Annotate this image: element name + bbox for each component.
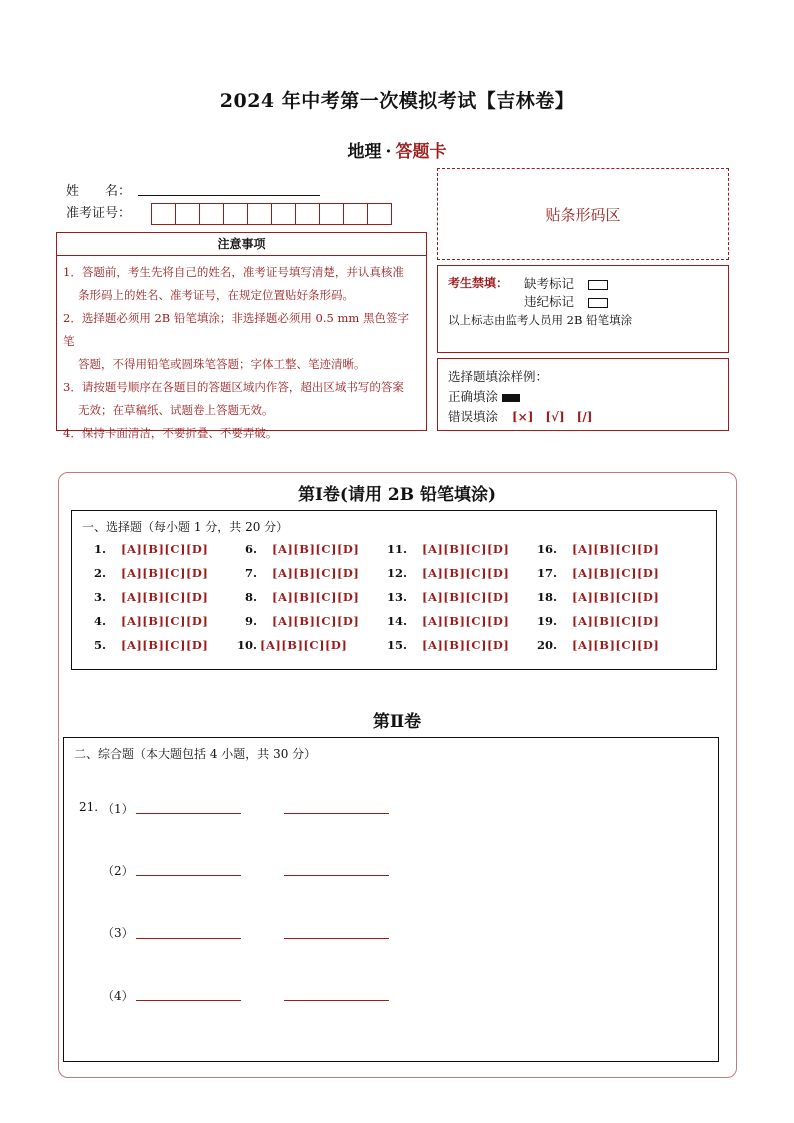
answer-options[interactable]: [A][B][C][D] bbox=[121, 590, 209, 604]
answer-options[interactable]: [A][B][C][D] bbox=[572, 614, 660, 628]
title-dot: · bbox=[385, 142, 392, 162]
notice-line: 条形码上的姓名、准考证号，在规定位置贴好条形码。 bbox=[78, 288, 354, 302]
barcode-area bbox=[437, 168, 729, 260]
question-number: 17. bbox=[536, 566, 557, 580]
notice-heading: 注意事项 bbox=[57, 233, 426, 256]
name-label: 姓 名： bbox=[66, 184, 132, 199]
question-number: 16. bbox=[536, 542, 557, 556]
answer-options[interactable]: [A][B][C][D] bbox=[422, 542, 510, 556]
notice-box bbox=[56, 232, 427, 440]
part1-title: 第Ⅰ卷(请用 2B 铅笔填涂) bbox=[297, 485, 497, 505]
question-number: 15. bbox=[386, 638, 407, 652]
subject-name: 地理 bbox=[347, 142, 382, 162]
question-number: 9. bbox=[244, 614, 257, 628]
answer-line[interactable] bbox=[284, 813, 389, 814]
notice-line: 3．请按题号顺序在各题目的答题区域内作答，超出区域书写的答案 bbox=[63, 380, 404, 394]
question-number: 6. bbox=[244, 542, 257, 556]
comprehensive-frame bbox=[63, 737, 719, 1062]
absent-mark-row bbox=[524, 274, 608, 292]
question-number: 10. bbox=[236, 638, 257, 652]
wrong-fill-row bbox=[448, 407, 592, 425]
subject-title bbox=[0, 137, 794, 162]
question-number: 20. bbox=[536, 638, 557, 652]
answer-options[interactable]: [A][B][C][D] bbox=[572, 566, 660, 580]
answer-options[interactable]: [A][B][C][D] bbox=[272, 542, 360, 556]
q21-number: 21. bbox=[79, 800, 99, 814]
answer-options[interactable]: [A][B][C][D] bbox=[272, 590, 360, 604]
id-digit-box[interactable] bbox=[319, 203, 344, 225]
q21-sub-3-label: （3） bbox=[102, 926, 134, 940]
violation-mark-label: 违纪标记 bbox=[524, 294, 575, 309]
question-number: 13. bbox=[386, 590, 407, 604]
answer-options[interactable]: [A][B][C][D] bbox=[272, 614, 360, 628]
exam-id-label: 准考证号： bbox=[66, 206, 132, 221]
notice-line: 答题，不得用铅笔或圆珠笔答题；字体工整、笔迹清晰。 bbox=[78, 357, 366, 371]
forbidden-note: 以上标志由监考人员用 2B 铅笔填涂 bbox=[448, 313, 633, 327]
question-number: 11. bbox=[386, 542, 407, 556]
forbidden-label: 考生禁填： bbox=[448, 276, 509, 290]
id-digit-box[interactable] bbox=[175, 203, 200, 225]
answer-options[interactable]: [A][B][C][D] bbox=[272, 566, 360, 580]
question-number: 4. bbox=[93, 614, 106, 628]
id-digit-box[interactable] bbox=[247, 203, 272, 225]
notice-body bbox=[57, 256, 426, 445]
answer-options[interactable]: [A][B][C][D] bbox=[572, 590, 660, 604]
exam-title: 2024 年中考第一次模拟考试【吉林卷】 bbox=[219, 90, 575, 112]
question-number: 3. bbox=[93, 590, 106, 604]
id-digit-box[interactable] bbox=[295, 203, 320, 225]
question-number: 14. bbox=[386, 614, 407, 628]
notice-line: 1．答题前，考生先将自己的姓名，准考证号填写清楚，并认真核准 bbox=[63, 265, 404, 279]
id-digit-box[interactable] bbox=[199, 203, 224, 225]
forbidden-box bbox=[437, 265, 729, 353]
question-number: 19. bbox=[536, 614, 557, 628]
answer-options[interactable]: [A][B][C][D] bbox=[121, 542, 209, 556]
name-field[interactable] bbox=[138, 181, 320, 196]
answer-options[interactable]: [A][B][C][D] bbox=[422, 638, 510, 652]
wrong-fill-label: 错误填涂 bbox=[448, 409, 499, 424]
q21-sub-2-label: （2） bbox=[102, 864, 134, 878]
answer-options[interactable]: [A][B][C][D] bbox=[422, 614, 510, 628]
part2-title: 第Ⅱ卷 bbox=[372, 712, 422, 732]
answer-options[interactable]: [A][B][C][D] bbox=[572, 638, 660, 652]
question-number: 2. bbox=[93, 566, 106, 580]
id-digit-box[interactable] bbox=[223, 203, 248, 225]
answer-line[interactable] bbox=[136, 875, 241, 876]
absent-mark-label: 缺考标记 bbox=[524, 276, 575, 291]
answer-line[interactable] bbox=[136, 938, 241, 939]
fill-sample-box bbox=[437, 358, 729, 431]
mc-section-label: 一、选择题（每小题 1 分，共 20 分） bbox=[82, 520, 289, 534]
barcode-label: 贴条形码区 bbox=[545, 205, 621, 224]
comprehensive-section-label: 二、综合题（本大题包括 4 小题，共 30 分） bbox=[74, 747, 317, 761]
notice-line: 4．保持卡面清洁，不要折叠、不要弄破。 bbox=[63, 426, 278, 440]
id-digit-box[interactable] bbox=[271, 203, 296, 225]
answer-options[interactable]: [A][B][C][D] bbox=[422, 566, 510, 580]
answer-options[interactable]: [A][B][C][D] bbox=[572, 542, 660, 556]
answer-options[interactable]: [A][B][C][D] bbox=[121, 614, 209, 628]
q21-sub-1-label: （1） bbox=[102, 802, 134, 816]
id-digit-box[interactable] bbox=[151, 203, 176, 225]
exam-id-boxes[interactable] bbox=[151, 203, 391, 225]
notice-line: 无效；在草稿纸、试题卷上答题无效。 bbox=[78, 403, 274, 417]
id-digit-box[interactable] bbox=[343, 203, 368, 225]
violation-mark-row bbox=[524, 292, 608, 310]
fill-sample-label: 选择题填涂样例： bbox=[448, 369, 549, 384]
id-digit-box[interactable] bbox=[367, 203, 392, 225]
answer-line[interactable] bbox=[136, 1000, 241, 1001]
answer-line[interactable] bbox=[136, 813, 241, 814]
violation-mark-box[interactable] bbox=[588, 298, 608, 308]
answer-line[interactable] bbox=[284, 938, 389, 939]
filled-sample-mark bbox=[502, 394, 520, 402]
notice-line: 2．选择题必须用 2B 铅笔填涂；非选择题必须用 0.5 mm 黑色签字笔 bbox=[63, 311, 409, 348]
answer-line[interactable] bbox=[284, 875, 389, 876]
answer-options[interactable]: [A][B][C][D] bbox=[121, 566, 209, 580]
correct-fill-row bbox=[448, 387, 520, 405]
question-number: 8. bbox=[244, 590, 257, 604]
correct-fill-label: 正确填涂 bbox=[448, 389, 499, 404]
question-number: 5. bbox=[93, 638, 106, 652]
multiple-choice-frame bbox=[71, 510, 717, 670]
answer-options[interactable]: [A][B][C][D] bbox=[121, 638, 209, 652]
question-number: 12. bbox=[386, 566, 407, 580]
answer-options[interactable]: [A][B][C][D] bbox=[422, 590, 510, 604]
wrong-fill-marks: [×] [√] [/] bbox=[512, 410, 593, 424]
card-label: 答题卡 bbox=[395, 142, 447, 162]
answer-line[interactable] bbox=[284, 1000, 389, 1001]
question-number: 7. bbox=[244, 566, 257, 580]
q21-sub-4-label: （4） bbox=[102, 989, 134, 1003]
answer-options[interactable]: [A][B][C][D] bbox=[260, 638, 348, 652]
absent-mark-box[interactable] bbox=[588, 280, 608, 290]
question-number: 1. bbox=[93, 542, 106, 556]
question-number: 18. bbox=[536, 590, 557, 604]
